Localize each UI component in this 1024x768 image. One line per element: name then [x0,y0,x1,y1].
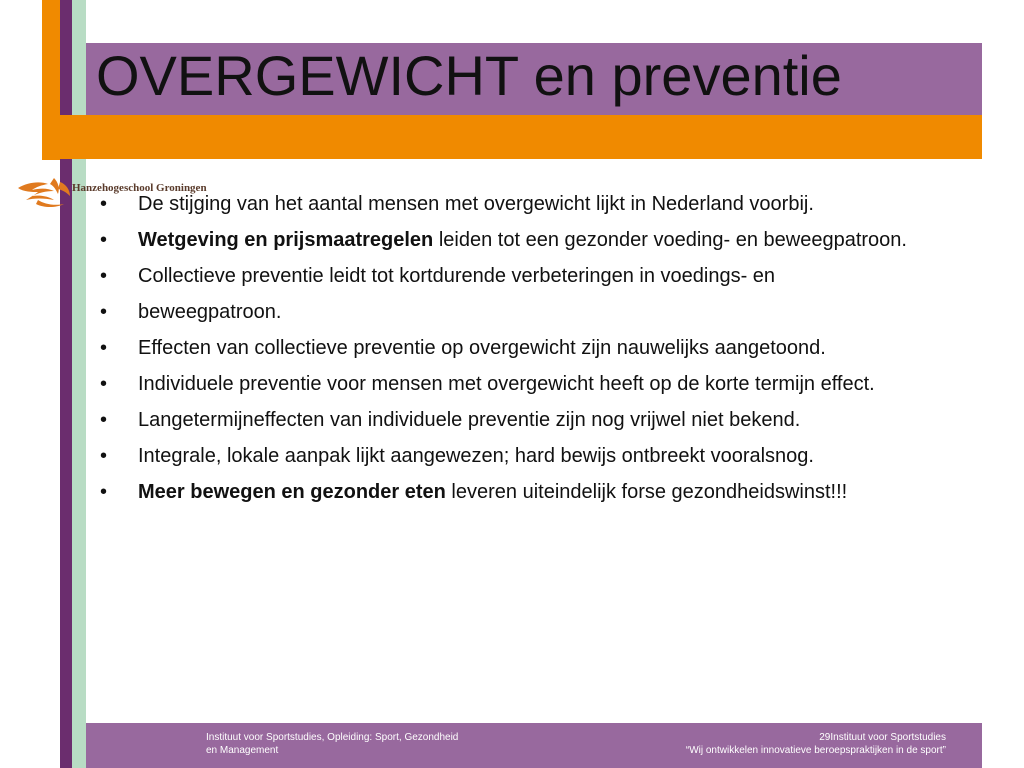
slide-title: OVERGEWICHT en preventie [96,44,842,107]
list-item: • Meer bewegen en gezonder eten leveren uiteindelijk forse gezondheidswinst!!! [98,478,1013,507]
list-item: • Individuele preventie voor mensen met overgewicht heeft op de korte termijn effect. [98,370,1013,399]
list-item: • Wetgeving en prijsmaatregelen leiden tot een gezonder voeding- en beweegpatroon. [98,226,1013,255]
list-item: • De stijging van het aantal mensen met overgewicht lijkt in Nederland voorbij. [98,190,1013,219]
list-item: • Effecten van collectieve preventie op overgewicht zijn nauwelijks aangetoond. [98,334,1013,363]
list-item: • Collectieve preventie leidt tot kortdurende verbeteringen in voedings- en [98,262,1013,291]
footer-left-text: Instituut voor Sportstudies, Opleiding: Sport, Gezondheid en Management [206,732,459,756]
logo-text: Hanzehogeschool Groningen [72,182,207,194]
list-item: • beweegpatroon. [98,298,1013,327]
footer-right-text: 29Instituut voor Sportstudies “Wij ontwikkelen innovatieve beroepspraktijken in de sport” [685,732,946,756]
bullet-list [98,190,1013,514]
orange-band [42,115,982,159]
list-item: • Langetermijneffecten van individuele preventie zijn nog vrijwel niet bekend. [98,406,1013,435]
list-item: • Integrale, lokale aanpak lijkt aangewezen; hard bewijs ontbreekt vooralsnog. [98,442,1013,471]
